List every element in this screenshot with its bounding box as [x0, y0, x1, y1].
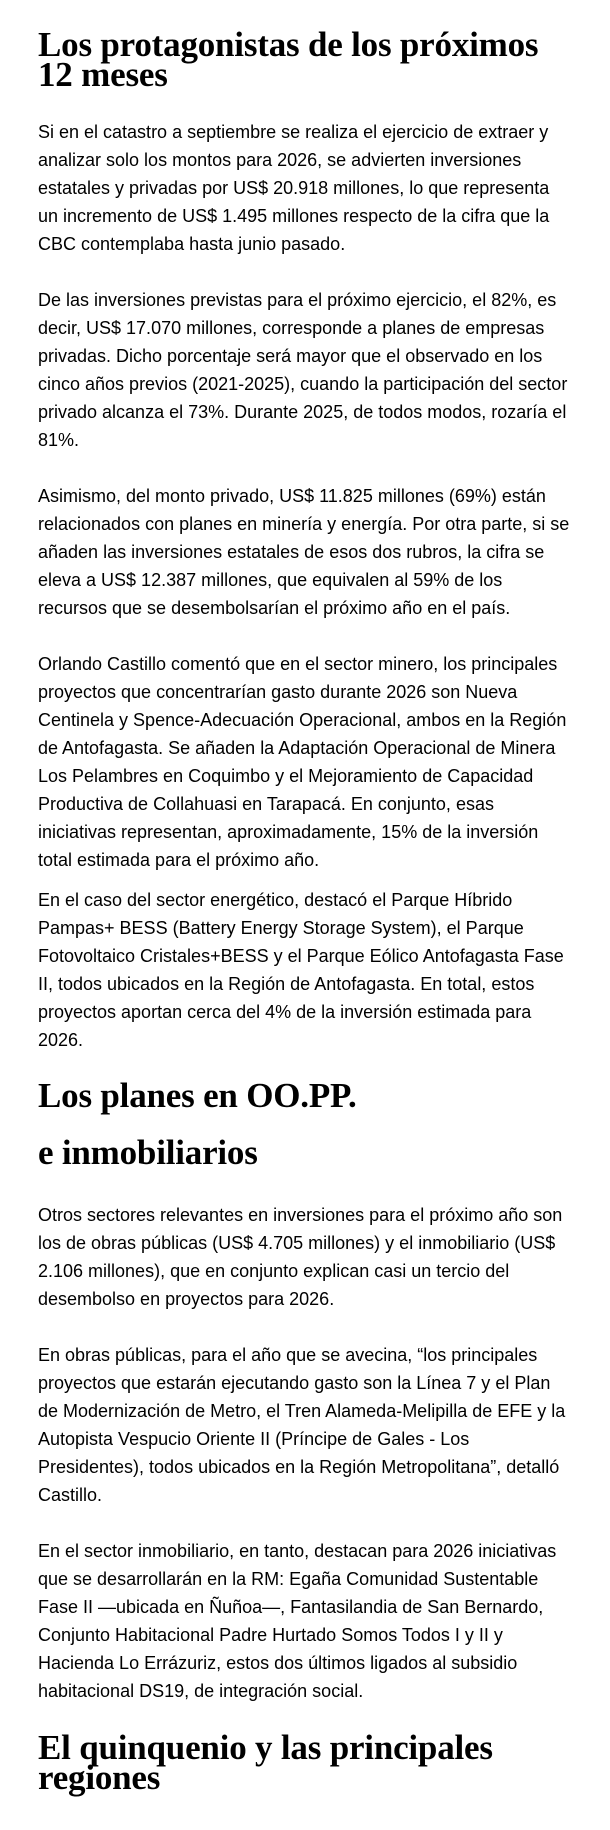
paragraph: En el sector inmobiliario, en tanto, destacan para 2026 iniciativas que se desarrollarán en la RM: Egaña Comunidad Sustentable Fase II —ubicada en Ñuñoa—, Fantasilandia de San Bernardo, Conjunto Habitacional Padre Hurtado Somos Todos I y II y Hacienda Lo Errázuriz, estos dos últimos ligados al subsidio habitacional DS19, de integración social.: [38, 1541, 557, 1701]
paragraph: Orlando Castillo comentó que en el sector minero, los principales proyectos que concentrarían gasto durante 2026 son Nueva Centinela y Spence-Adecuación Operacional, ambos en la Región de Antofagasta. Se añaden la Adaptación Operacional de Minera Los Pelambres en Coquimbo y el Mejoramiento de Capacidad Productiva de Collahuasi en Tarapacá. En conjunto, esas iniciativas representan, aproximadamente, 15% de la inversión total estimada para el próximo año.: [38, 654, 567, 870]
paragraph: Si en el catastro a septiembre se realiza el ejercicio de extraer y analizar solo los montos para 2026, se advierten inversiones estatales y privadas por US$ 20.918 millones, lo que representa un incremento de US$ 1.495 millones respecto de la cifra que la CBC contemplaba hasta junio pasado.: [38, 122, 550, 254]
paragraph: En obras públicas, para el año que se avecina, “los principales proyectos que estarán ejecutando gasto son la Línea 7 y el Plan de Modernización de Metro, el Tren Alameda-Melipilla de EFE y la Autopista Vespucio Oriente II (Príncipe de Gales - Los Presidentes), todos ubicados en la Región Metropolitana”, detalló Castillo.: [38, 1345, 566, 1505]
section-heading-oopp: [38, 1067, 572, 1181]
paragraph: En el caso del sector energético, destacó el Parque Híbrido Pampas+ BESS (Battery Energy Storage System), el Parque Fotovoltaico Cristales+BESS y el Parque Eólico Antofagasta Fase II, todos ubicados en la Región de Antofagasta. En total, estos proyectos aportan cerca del 4% de la inversión estimada para 2026.: [38, 890, 564, 1050]
paragraph: Asimismo, del monto privado, US$ 11.825 millones (69%) están relacionados con planes en minería y energía. Por otra parte, si se añaden las inversiones estatales de esos dos rubros, la cifra se eleva a US$ 12.387 millones, que equivalen al 59% de los recursos que se desembolsarían el próximo año en el país.: [38, 486, 570, 618]
paragraph: Otros sectores relevantes en inversiones para el próximo año son los de obras públicas (US$ 4.705 millones) y el inmobiliario (US$ 2.106 millones), que en conjunto explican casi un tercio del desembolso en proyectos para 2026.: [38, 1205, 563, 1309]
section-heading-oopp-line2: e inmobiliarios: [38, 1133, 258, 1172]
section-heading-protagonistas: Los protagonistas de los próximos 12 meses: [38, 25, 539, 94]
section-heading-oopp-line1: Los planes en OO.PP.: [38, 1076, 357, 1115]
section-heading-quinquenio: El quinquenio y las principales regiones: [38, 1728, 493, 1797]
paragraph: De las inversiones previstas para el próximo ejercicio, el 82%, es decir, US$ 17.070 millones, corresponde a planes de empresas privadas. Dicho porcentaje será mayor que el observado en los cinco años previos (2021-2025), cuando la participación del sector privado alcanza el 73%. Durante 2025, de todos modos, rozaría el 81%.: [38, 290, 568, 450]
